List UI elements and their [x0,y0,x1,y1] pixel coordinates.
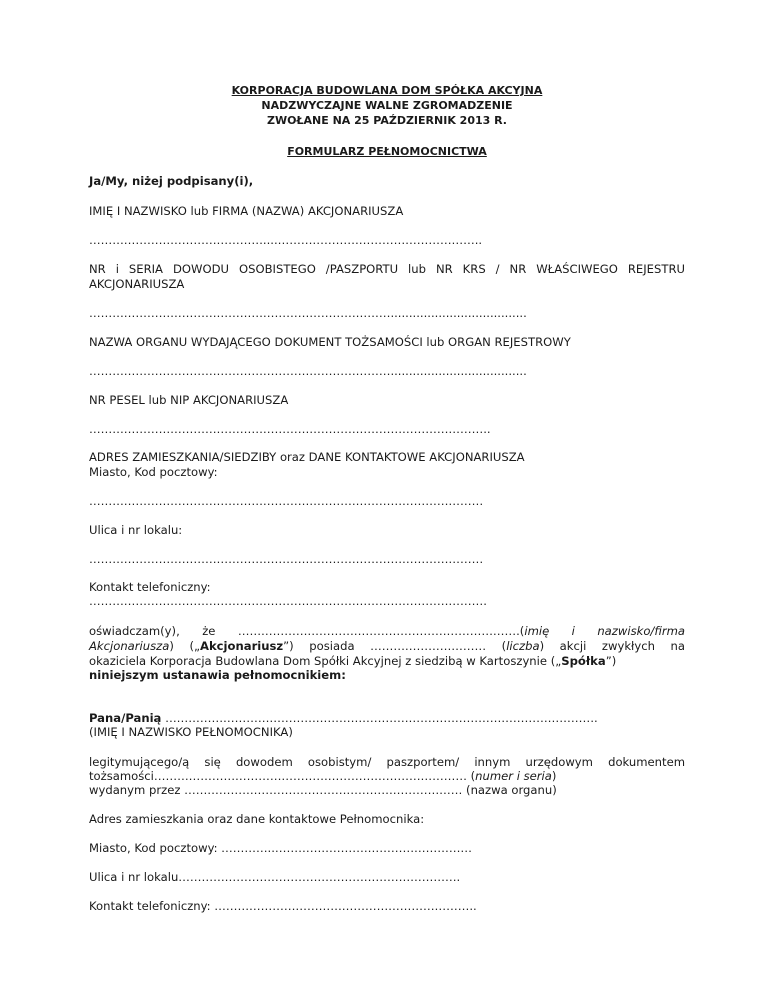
proxy-city-field[interactable]: Miasto, Kod pocztowy: …………..…………………………………………… [89,841,473,855]
proxy-name-field[interactable]: …………………………………………………………………………………………………. [161,711,598,725]
meeting-name: NADZWYCZAJNE WALNE ZGROMADZENIE [261,99,513,112]
phone-label: Kontakt telefoniczny: [89,580,211,594]
id-number-label-l1: NR i SERIA DOWODU OSOBISTEGO /PASZPORTU lub NR KRS / NR WŁAŚCIWEGO REJESTRU AKCJONARIUSZA [89,262,685,291]
issuer-label: NAZWA ORGANU WYDAJĄCEGO DOKUMENT TOŻSAMOŚCI lub ORGAN REJESTROWY [89,335,571,349]
address-label: ADRES ZAMIESZKANIA/SIEDZIBY oraz DANE KONTAKTOWE AKCJONARIUSZA [89,450,525,464]
declaration-line-1: oświadczam(y), że ……………………………………………………………….(imię i nazwisko/firma [89,624,685,638]
id-number-field[interactable]: ……………………………………………………………………..................................... [89,306,527,320]
proxy-doc-line-1: legitymującego/ą się dowodem osobistym/ paszportem/ innym urzędowym dokumentem [89,755,685,769]
street-label: Ulica i nr lokalu: [89,523,183,537]
proxy-name-caption: (IMIĘ I NAZWISKO PEŁNOMOCNIKA) [89,725,293,739]
shareholder-name-label: IMIĘ I NAZWISKO lub FIRMA (NAZWA) AKCJONARIUSZA [89,204,404,218]
form-title: FORMULARZ PEŁNOMOCNICTWA [287,145,487,158]
company-name: KORPORACJA BUDOWLANA DOM SPÓŁKA AKCYJNA [231,84,543,97]
phone-field[interactable]: …………………………………………………………………………………………. [89,594,487,608]
declaration-line-4: niniejszym ustanawia pełnomocnikiem: [89,668,346,682]
proxy-street-field[interactable]: Ulica i nr lokalu………………………………………………………………. [89,870,461,884]
proxy-doc-line-3: wydanym przez ……………………………………………………………… (nazwa organu) [89,783,557,797]
proxy-doc-line-2: tożsamości……………………………………………………………………… (numer i seria) [89,769,557,783]
declaration-line-3: okaziciela Korporacja Budowlana Dom Spółki Akcyjnej z siedzibą w Kartoszynie („Spółka”) [89,654,617,668]
meeting-date: ZWOŁANE NA 25 PAŹDZIERNIK 2013 R. [267,114,507,127]
shareholder-name-field[interactable]: ………………………………………....…………………………………………….. [89,233,483,247]
city-label: Miasto, Kod pocztowy: [89,465,218,479]
pesel-field[interactable]: ………………………………………………………………………………………….. [89,422,491,436]
city-field[interactable]: ………………………………………………………………………………………… [89,494,484,508]
issuer-field[interactable]: ……………………………………………………………………..................................... [89,364,527,378]
proxy-phone-field[interactable]: Kontakt telefoniczny: ………………………………………………………….. [89,899,477,913]
street-field[interactable]: ………………………………………………………………………………………… [89,552,484,566]
proxy-name-line: Pana/Panią …………………………………………………………………………………………………. [89,711,598,725]
pesel-label: NR PESEL lub NIP AKCJONARIUSZA [89,393,289,407]
declaration-line-2: Akcjonariusza) („Akcjonariusz”) posiada ………………………… (liczba) akcji zwykłych na [89,639,685,653]
proxy-address-label: Adres zamieszkania oraz dane kontaktowe Pełnomocnika: [89,812,425,826]
signatory-line: Ja/My, niżej podpisany(i), [89,174,254,188]
